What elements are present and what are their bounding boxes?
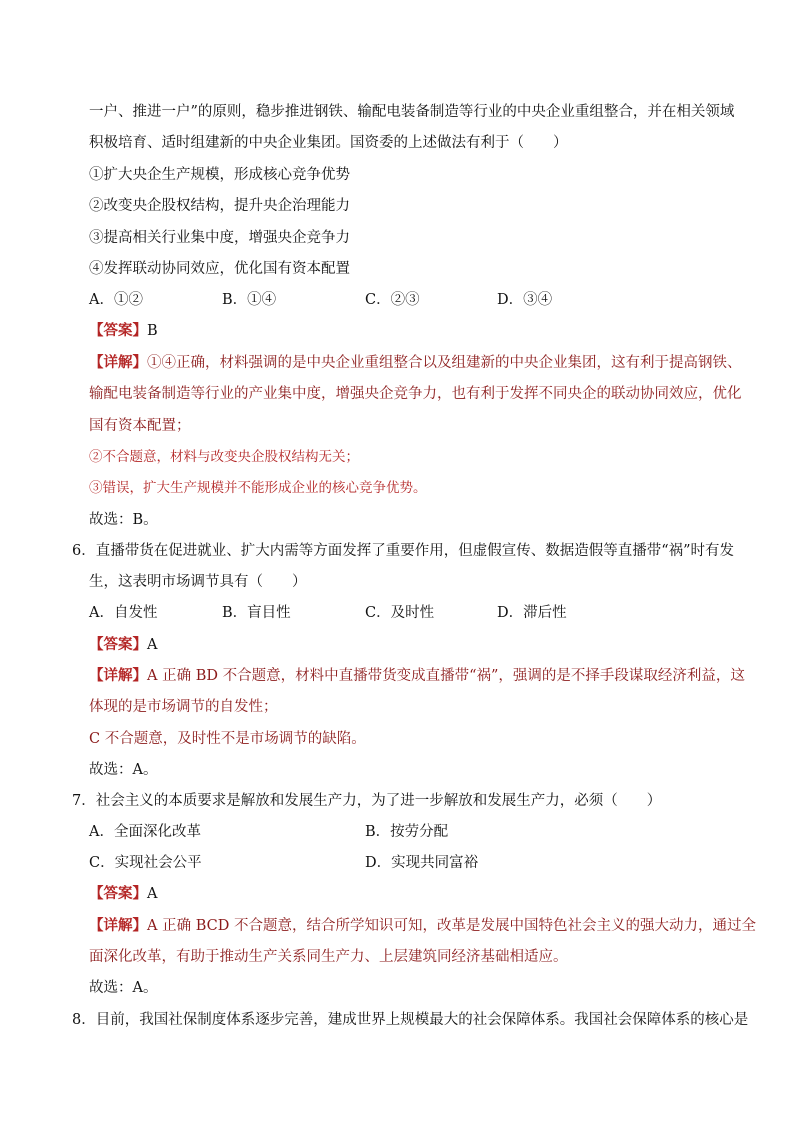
answer-value: B (147, 323, 158, 339)
q6-stem-line2: 生，这表明市场调节具有（ ） (89, 574, 307, 590)
q5-item-1: ①扩大央企生产规模，形成核心竞争优势 (89, 167, 350, 183)
answer-value: A (147, 637, 158, 653)
q7-option-a: A．全面深化改革 (89, 824, 201, 840)
q7-detail-line1 (89, 916, 756, 936)
q5-detail-line1 (89, 353, 742, 373)
detail-label: 【详解】 (89, 917, 147, 934)
q6-option-b: B．盲目性 (222, 605, 291, 621)
answer-label: 【答案】 (89, 636, 147, 653)
q5-option-c: C．②③ (365, 292, 420, 308)
answer-value: A (147, 886, 158, 902)
detail-label: 【详解】 (89, 354, 147, 371)
q7-conclusion: 故选：A。 (89, 980, 158, 996)
q6-option-d: D．滞后性 (497, 605, 567, 621)
q5-stem-line1: 一户、推进一户”的原则，稳步推进钢铁、输配电装备制造等行业的中央企业重组整合，并在相关领域 (89, 104, 735, 120)
detail-text: ①④正确，材料强调的是中央企业重组整合以及组建新的中央企业集团，这有利于提高钢铁、 (147, 355, 742, 371)
answer-label: 【答案】 (89, 885, 147, 902)
q6-detail-line2: 体现的是市场调节的自发性； (89, 699, 278, 715)
q7-detail-line2: 面深化改革，有助于推动生产关系同生产力、上层建筑同经济基础相适应。 (89, 949, 568, 965)
q5-item-4: ④发挥联动协同效应，优化国有资本配置 (89, 261, 350, 277)
detail-text: A 正确 BD 不合题意，材料中直播带货变成直播带“祸”，强调的是不择手段谋取经济利益，这 (147, 668, 745, 684)
answer-label: 【答案】 (89, 322, 147, 339)
q7-option-d: D．实现共同富裕 (365, 855, 479, 871)
q5-option-a: A．①② (89, 292, 143, 308)
detail-label: 【详解】 (89, 667, 147, 684)
q5-conclusion: 故选：B。 (89, 512, 158, 528)
q5-item-3: ③提高相关行业集中度，增强央企竞争力 (89, 230, 350, 246)
q5-answer (89, 321, 158, 341)
q6-detail-line1 (89, 666, 745, 686)
detail-text: A 正确 BCD 不合题意，结合所学知识可知，改革是发展中国特色社会主义的强大动力，通过全 (147, 918, 756, 934)
q6-option-c: C．及时性 (365, 605, 435, 621)
q5-detail-line3: 国有资本配置； (89, 418, 191, 434)
q6-option-a: A．自发性 (89, 605, 158, 621)
q6-detail-line3: C 不合题意，及时性不是市场调节的缺陷。 (89, 731, 366, 747)
q5-detail-line5: ③错误，扩大生产规模并不能形成企业的核心竞争优势。 (89, 480, 427, 496)
q5-stem-line2: 积极培育、适时组建新的中央企业集团。国资委的上述做法有利于（ ） (89, 135, 568, 151)
q7-stem-line1: 7．社会主义的本质要求是解放和发展生产力，为了进一步解放和发展生产力，必须（ ） (72, 793, 662, 809)
q7-option-c: C．实现社会公平 (89, 855, 202, 871)
q7-answer (89, 884, 157, 904)
q8-stem-line1: 8．目前，我国社保制度体系逐步完善，建成世界上规模最大的社会保障体系。我国社会保障体系的核心是 (72, 1012, 749, 1028)
q5-item-2: ②改变央企股权结构，提升央企治理能力 (89, 198, 350, 214)
q5-detail-line2: 输配电装备制造等行业的产业集中度，增强央企竞争力，也有利于发挥不同央企的联动协同效应，优化 (89, 386, 742, 402)
q5-option-b: B．①④ (222, 292, 277, 308)
q5-detail-line4: ②不合题意，材料与改变央企股权结构无关； (89, 449, 359, 465)
q6-answer (89, 635, 157, 655)
q6-stem-line1: 6．直播带货在促进就业、扩大内需等方面发挥了重要作用，但虚假宣传、数据造假等直播带“祸”时有发 (72, 543, 735, 559)
q7-option-b: B．按劳分配 (365, 824, 449, 840)
q6-conclusion: 故选：A。 (89, 762, 158, 778)
q5-option-d: D．③④ (497, 292, 553, 308)
